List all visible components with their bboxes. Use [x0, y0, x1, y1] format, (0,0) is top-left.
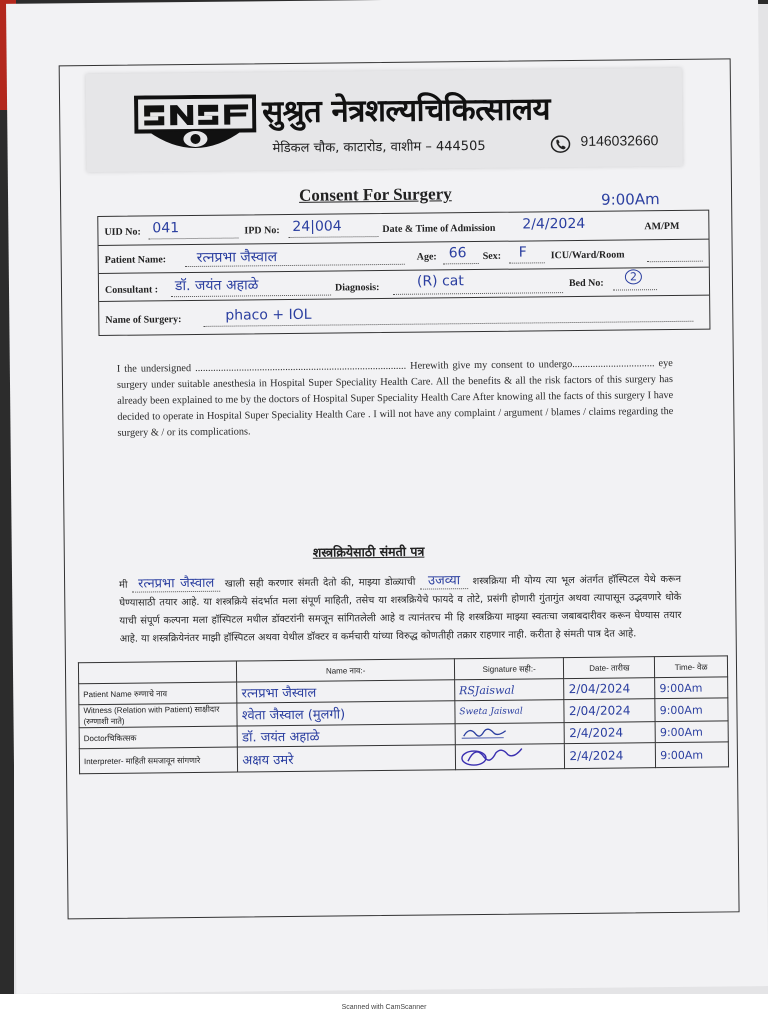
hospital-name: सुश्रुत नेत्रशल्यचिकित्सालय: [261, 91, 551, 131]
admission-label: Date & Time of Admission: [382, 222, 496, 236]
role-cell: Doctorचिकित्सक: [79, 726, 238, 749]
bed-no-value: 2: [625, 269, 642, 284]
header-role: [78, 661, 237, 684]
signature-table: [78, 655, 729, 774]
marathi-consent-eye: उजव्या: [420, 573, 468, 590]
sex-label: Sex:: [482, 250, 502, 262]
consultant-label: Consultant :: [104, 284, 159, 296]
marathi-consent-text: [119, 570, 682, 649]
role-cell: Witness (Relation with Patient) साक्षीदार (रुग्णाशी नाते): [79, 703, 238, 728]
marathi-consent-title: शस्त्रक्रियेसाठी संमती पत्र: [312, 543, 425, 560]
diagnosis-value: (R) cat: [416, 273, 464, 290]
marathi-part2: शस्त्रक्रिया मी योग्य त्या भूल अंतर्गत हॉस्पिटल येथे करून घेण्यासाठी तयार आहे. या शस्त्रक्रिये संदर्भात मला संपूर्ण माहिती, तसेच या शस्त्रक्रियेचे फायदे व तोटे, प्रसंगी होणारी गुंतागुंत अथवा त्यापासून उद्भवणारे धोके याची संपूर्ण कल्पना मला हॉस्पिटल मधील डॉक्टरांनी समजून सांगितलेली आहे व त्यानंतरच मी हि शस्त्रक्रिया माझ्या स्वतःचा जबाबदारीवर करून घेण्यास तयार आहे. या शस्त्रक्रियेनंतर माझी हॉस्पिटल अथवा येथील डॉक्टर व कर्मचारी यांच्या विरुद्ध कोणतीही तक्रार राहणार नाही. करीता हे संमती पात्र देत आहे.: [119, 573, 682, 645]
role-cell: Patient Name रुग्णाचे नाव: [79, 682, 238, 705]
ipd-value: 24|004: [292, 218, 342, 235]
ampm-label: AM/PM: [644, 220, 680, 233]
marathi-consent-name: रत्नप्रभा जैस्वाल: [132, 576, 220, 593]
signature-cell: RSJaiswal: [459, 683, 515, 697]
admission-time-handwritten: 9:00Am: [601, 190, 660, 209]
time-cell: 9:00Am: [659, 703, 703, 717]
time-cell: 9:00Am: [659, 681, 703, 695]
age-label: Age:: [416, 251, 437, 263]
sex-value: F: [518, 244, 527, 261]
header-name: Name नाव:-: [237, 659, 455, 682]
form-frame: [59, 58, 740, 919]
diagnosis-label: Diagnosis:: [334, 282, 380, 294]
hospital-address: मेडिकल चौक, काटारोड, वाशीम – 444505: [272, 138, 486, 157]
header-date: Date- तारीख: [564, 657, 655, 679]
interpreter-signature-scribble: [460, 744, 530, 767]
english-consent-text: I the undersigned .................................................................................. Herewith give my consent to undergo................................ eye surgery under suitable anesthesia in Hospital Super Speciality Health Care. All the benefits & all the risk factors of this surgery has already been explained to me by the doctors of Hospital Super Speciality Health Care After knowing all the facts of this surgery I have decided to operate in Hospital Super Speciality Health Care . I will not have any complaint / argument / blames / claims regarding the surgery & / or its complications.: [116, 357, 674, 439]
time-cell: 9:00Am: [660, 748, 704, 762]
doctor-signature-scribble: [459, 726, 509, 741]
hospital-phone: 9146032660: [580, 132, 659, 149]
date-cell: 2/04/2024: [568, 703, 631, 719]
time-cell: 9:00Am: [659, 725, 703, 739]
scanner-footer: [0, 994, 768, 1024]
hospital-header: [86, 68, 683, 172]
patient-name-label: Patient Name:: [104, 254, 167, 266]
phone-icon: [550, 135, 570, 153]
name-cell: डॉ. जयंत अहाळे: [242, 729, 320, 746]
consultant-value: डॉ. जयंत अहाळे: [174, 277, 259, 295]
patient-details-box: [97, 210, 710, 336]
form-title: Consent For Surgery: [298, 184, 452, 205]
scanner-footer-text: Scanned with CamScanner: [341, 1004, 427, 1011]
date-cell: 2/4/2024: [569, 725, 624, 741]
signature-cell: Sweta Jaiswal: [459, 706, 523, 718]
header-signature: Signature सही:-: [454, 658, 564, 680]
date-cell: 2/4/2024: [569, 748, 624, 764]
marathi-part1: खाली सही करणार संमती देतो की, माझ्या डोळ्याची: [224, 576, 416, 590]
uid-label: UID No:: [104, 226, 141, 238]
surgery-name-label: Name of Surgery:: [105, 314, 182, 326]
role-cell: Interpreter- माहिती समजावून सांगणारे: [79, 747, 238, 774]
date-cell: 2/04/2024: [568, 681, 631, 697]
surgery-name-value: phaco + IOL: [225, 306, 312, 324]
icu-ward-room-label: ICU/Ward/Room: [550, 249, 625, 262]
patient-name-value: रत्नप्रभा जैस्वाल: [196, 249, 278, 266]
name-cell: अक्षय उमरे: [242, 752, 294, 769]
details-row-surgery: [99, 295, 709, 335]
age-value: 66: [448, 245, 467, 262]
name-cell: रत्नप्रभा जैस्वाल: [241, 685, 317, 702]
hospital-logo-icon: [134, 94, 257, 157]
bed-no-label: Bed No:: [568, 277, 604, 290]
header-time: Time- वेळ: [655, 656, 728, 678]
ipd-label: IPD No:: [244, 225, 280, 237]
admission-date-value: 2/4/2024: [522, 215, 586, 233]
consent-form-sheet: [6, 0, 768, 994]
name-cell: श्वेता जैस्वाल (मुलगी): [241, 707, 346, 724]
marathi-prefix: मी: [119, 579, 128, 591]
uid-value: 041: [152, 220, 180, 237]
